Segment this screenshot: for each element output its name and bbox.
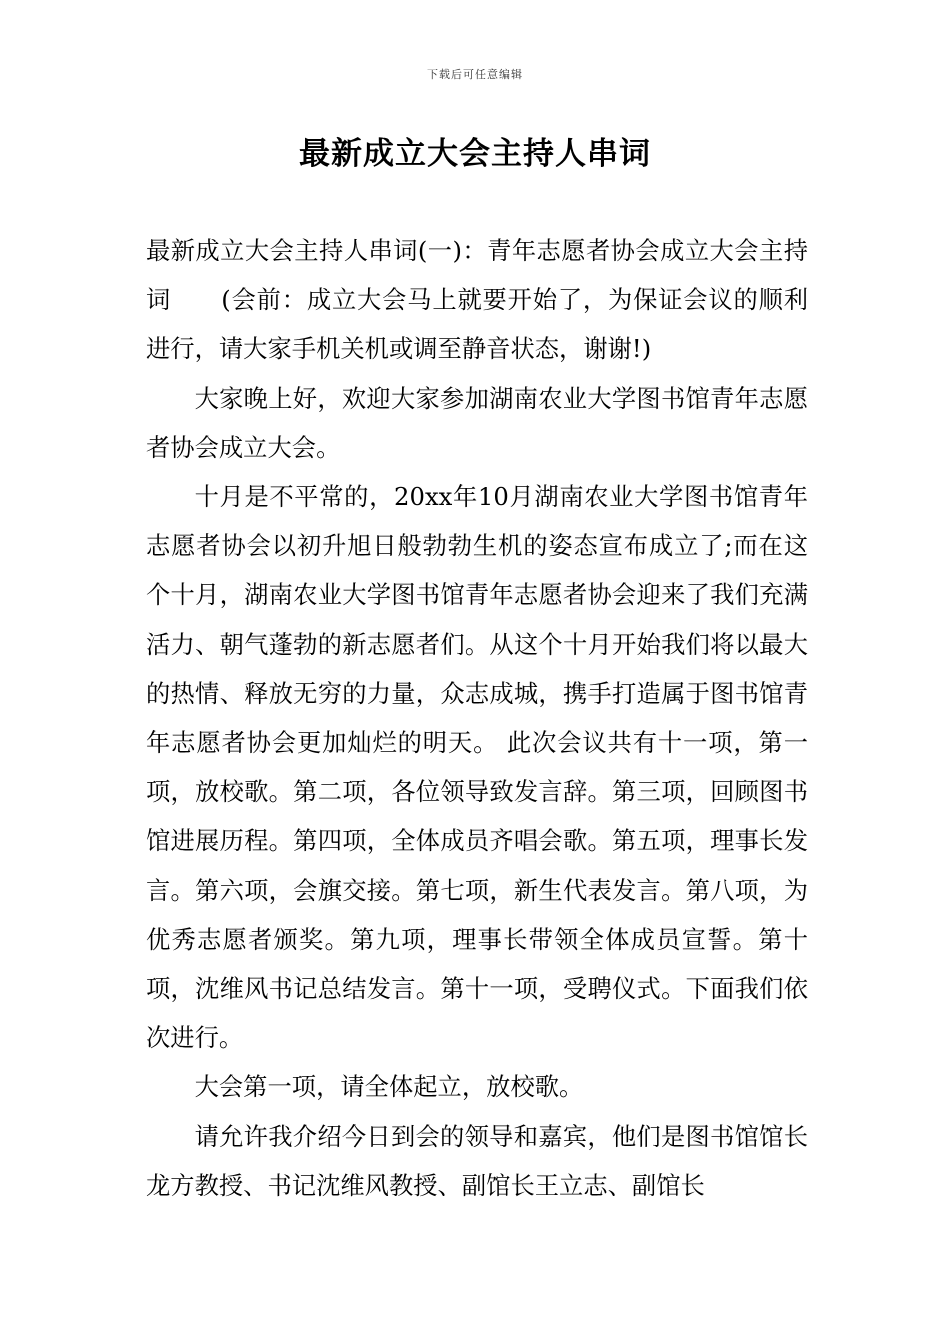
document-body: [146, 226, 808, 1210]
paragraph-agenda: 十月是不平常的，20xx年10月湖南农业大学图书馆青年志愿者协会以初升旭日般勃勃生机的姿态宣布成立了;而在这个十月，湖南农业大学图书馆青年志愿者协会迎来了我们充满活力、朝气蓬勃的新志愿者们。从这个十月开始我们将以最大的热情、释放无穷的力量，众志成城，携手打造属于图书馆青年志愿者协会更加灿烂的明天。 此次会议共有十一项，第一项，放校歌。第二项，各位领导致发言辞。第三项，回顾图书馆进展历程。第四项，全体成员齐唱会歌。第五项，理事长发言。第六项，会旗交接。第七项，新生代表发言。第八项，为优秀志愿者颁奖。第九项，理事长带领全体成员宣誓。第十项，沈维风书记总结发言。第十一项，受聘仪式。下面我们依次进行。: [146, 482, 808, 1053]
paragraph-first-item: 大会第一项，请全体起立，放校歌。: [194, 1072, 584, 1102]
document-title: 最新成立大会主持人串词: [299, 136, 651, 172]
header-note: 下载后可任意编辑: [427, 68, 523, 81]
paragraph-intro: 最新成立大会主持人串词(一)：青年志愿者协会成立大会主持词 (会前：成立大会马上就要开始了，为保证会议的顺利进行，请大家手机关机或调至静音状态，谢谢!): [146, 236, 808, 364]
paragraph-guests: 请允许我介绍今日到会的领导和嘉宾，他们是图书馆馆长龙方教授、书记沈维风教授、副馆长王立志、副馆长: [146, 1121, 808, 1200]
paragraph-greeting: 大家晚上好，欢迎大家参加湖南农业大学图书馆青年志愿者协会成立大会。: [146, 383, 808, 462]
